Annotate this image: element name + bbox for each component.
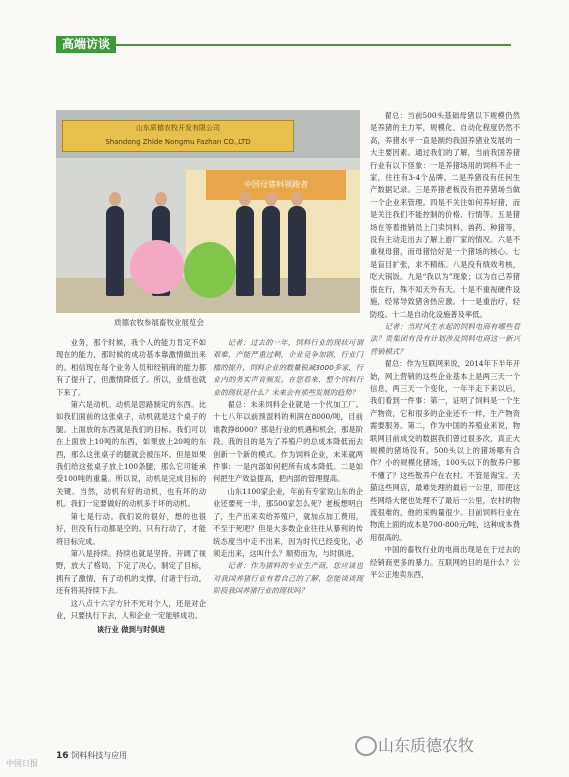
wechat-icon	[355, 736, 377, 756]
paragraph: 这八点十六字方针不光对个人，还是对企业，只要执行下去，人和企业一定能够成功。	[56, 598, 206, 620]
paragraph: 业务，那个时候，我个人的能力肯定不如现在的能力，那时候的成功基本靠激情做出来的。相信现在每个业务人员和经销商的能力都有了提升了，但激情降低了。所以，业绩也就下来了。	[56, 338, 206, 397]
column-middle	[213, 337, 363, 598]
column-right	[370, 110, 520, 581]
paragraph: 第七是行动。我们说的很好，想的也很好，但没有行动都是空的。只有行动了，才能将目标完成。	[56, 511, 206, 546]
paragraph: 第八是持续。持续也就是坚持。开阔了视野，放大了格局，下定了决心，制定了目标，拥有了激情，有了动机的支撑，付诸于行动，还有将其持续下去。	[56, 548, 206, 596]
question-paragraph: 记者：过去的一年，饲料行业的现状可谓艰难，产能严重过剩，企业竞争加剧，行业门槛的提升，饲料企业的数量锐减3000多家，行业内的务实声音频发。在您看来，整个饲料行业的现状是什么？未来会有那些发展的趋势？	[213, 338, 363, 397]
column-left	[56, 337, 206, 637]
answer-paragraph: 翟总：作为互联网来说，2014年下半年开始，网上营销的这些企业基本上是两三天一个信息，两三天一个变化，一年半走下来以后，我们看到一件事：第一，证明了饲料是一个生产物资，它和很多的企业还不一样，生产物资需要服务。第二，作为中国的养殖业来说，物联网目前成交的数据我们曾过很多次，真正大规模的猪场没有，500头以上的猪场哪有合作？小的规模化猪场，100头以下的散养户都不懂了？这些散养户在农村。不管是淘宝、天猫这些网店，最难处理的最后一公里，即使这些网络大佬也处理不了最后一公里，农村的物流很难的，他的采购量很少。目前饲料行业在物流上面的成本是700-800元/吨，这种成本费用很高的。	[370, 359, 520, 542]
banner-en: Shandong Zhide Nongmu Fazhan CO.,LTD	[105, 138, 251, 146]
person-figure	[236, 206, 254, 296]
page-number: 16	[56, 751, 69, 761]
answer-paragraph: 山东1100家企业，年前有专家说山东的企业还要死一半，那500家怎么死？老板想明白了，生产出来卖给养殖户，就加点加工费用，不至于死吧？但是大多数企业往往从暴利的传统态度当中走不出来，因为时代已经变化，必须走出来，这叫什么？顺势而为，与时俱进。	[213, 486, 363, 558]
answer-paragraph: 中国的畜牧行业的电商出现是在于过去的经销商更多的暴力。互联网的目的是什么？公平公正地卖东西，	[370, 545, 520, 580]
watermark-left: 中国日报	[6, 759, 38, 768]
page-footer	[56, 750, 127, 761]
journal-name: 饲料科技与应用	[71, 751, 128, 760]
section-subheading: 谈行业 做到与时俱进	[96, 625, 166, 635]
answer-paragraph: 翟总：当前500头基础母猪以下规模仍然是养猪的主力军，规模化、自动化程度仍然不高，养猪水平一直是制约我国养猪业发展的一大主要因素。通过我们的了解，当前我国养猪行业有以下怪象：一是养猪场用的饲料不止一家，往往有3-4个品牌。二是养猪没有任何生产数据记录。三是养猪老板没有把养猪场当做一个企业来管理。四是不关注如何养好猪，而是关注我们不能控制的价格、行情等。五是猪场在等着推销员上门卖饲料、兽药、种猪等，没有主动走出去了解上游厂家的情况。六是不重视母猪，而母猪恰好是一个猪场的核心。七是盲目扩张，求不精练。八是没有绩效考核，吃大锅饭。九是“我以为”现象；以为自己养猪很在行，殊不知天外有天。十是不重视硬件设施，经常导致猪舍热应激。十一是重治疗，轻防疫。十二是自动化设施普及率低。	[370, 111, 520, 319]
person-figure	[288, 206, 306, 296]
pig-mascot	[130, 240, 184, 294]
booth-sign: 中国母猪料领跑者	[206, 170, 346, 200]
exhibition-photo	[56, 110, 360, 313]
person-figure	[106, 206, 124, 296]
section-tag: 高端访谈	[56, 36, 116, 53]
company-banner	[62, 120, 294, 152]
green-mascot	[184, 242, 236, 298]
banner-text: 山东质德农牧开发有限公司	[136, 124, 220, 132]
watermark-right: 山东质德农牧	[378, 736, 475, 755]
question-paragraph: 记者：当时风生水起的饲料电商有哪些看法？贵集团有没有计划涉及饲料电商这一新兴营销模式？	[370, 321, 520, 356]
question-paragraph: 记者：作为猪料的专业生产商，您应该也对我国养猪行业有着自己的了解，您能谈谈现阶段我国养猪行业的现状吗？	[213, 561, 363, 596]
paragraph: 第六是动机。动机是思路制定的东西。比如我们面前的这张桌子，动机就是这个桌子的腿。上面放的东西就是我们的目标。我们可以在上面放上10吨的东西，如果放上20吨的东西，那么这张桌子的腿就会被压坏。但是如果我们给这张桌子放上100条腿，那么它可能承受100吨的重量。所以说，动机是完成目标的关键。当然，动机有好的动机，也有坏的动机。我们一定要做好的动机多于坏的动机。	[56, 400, 206, 509]
answer-paragraph: 翟总：未来饲料企业就是一个代加工厂。十七八年以前预混料的利润在8000/吨，目前谁教挣8000？那是行业的机遇和机会，那是阶段。我的目的是为了养殖户的总成本降低而去创新一个新的模式。作为饲料企业，未来就两件事：一是内部如何把所有成本降低。二是如何把生产效益提高，把内部的管理提高。	[213, 400, 363, 484]
header-rule	[116, 44, 511, 46]
person-figure	[262, 206, 280, 296]
photo-caption: 质德农牧参展畜牧业展览会	[114, 318, 204, 327]
